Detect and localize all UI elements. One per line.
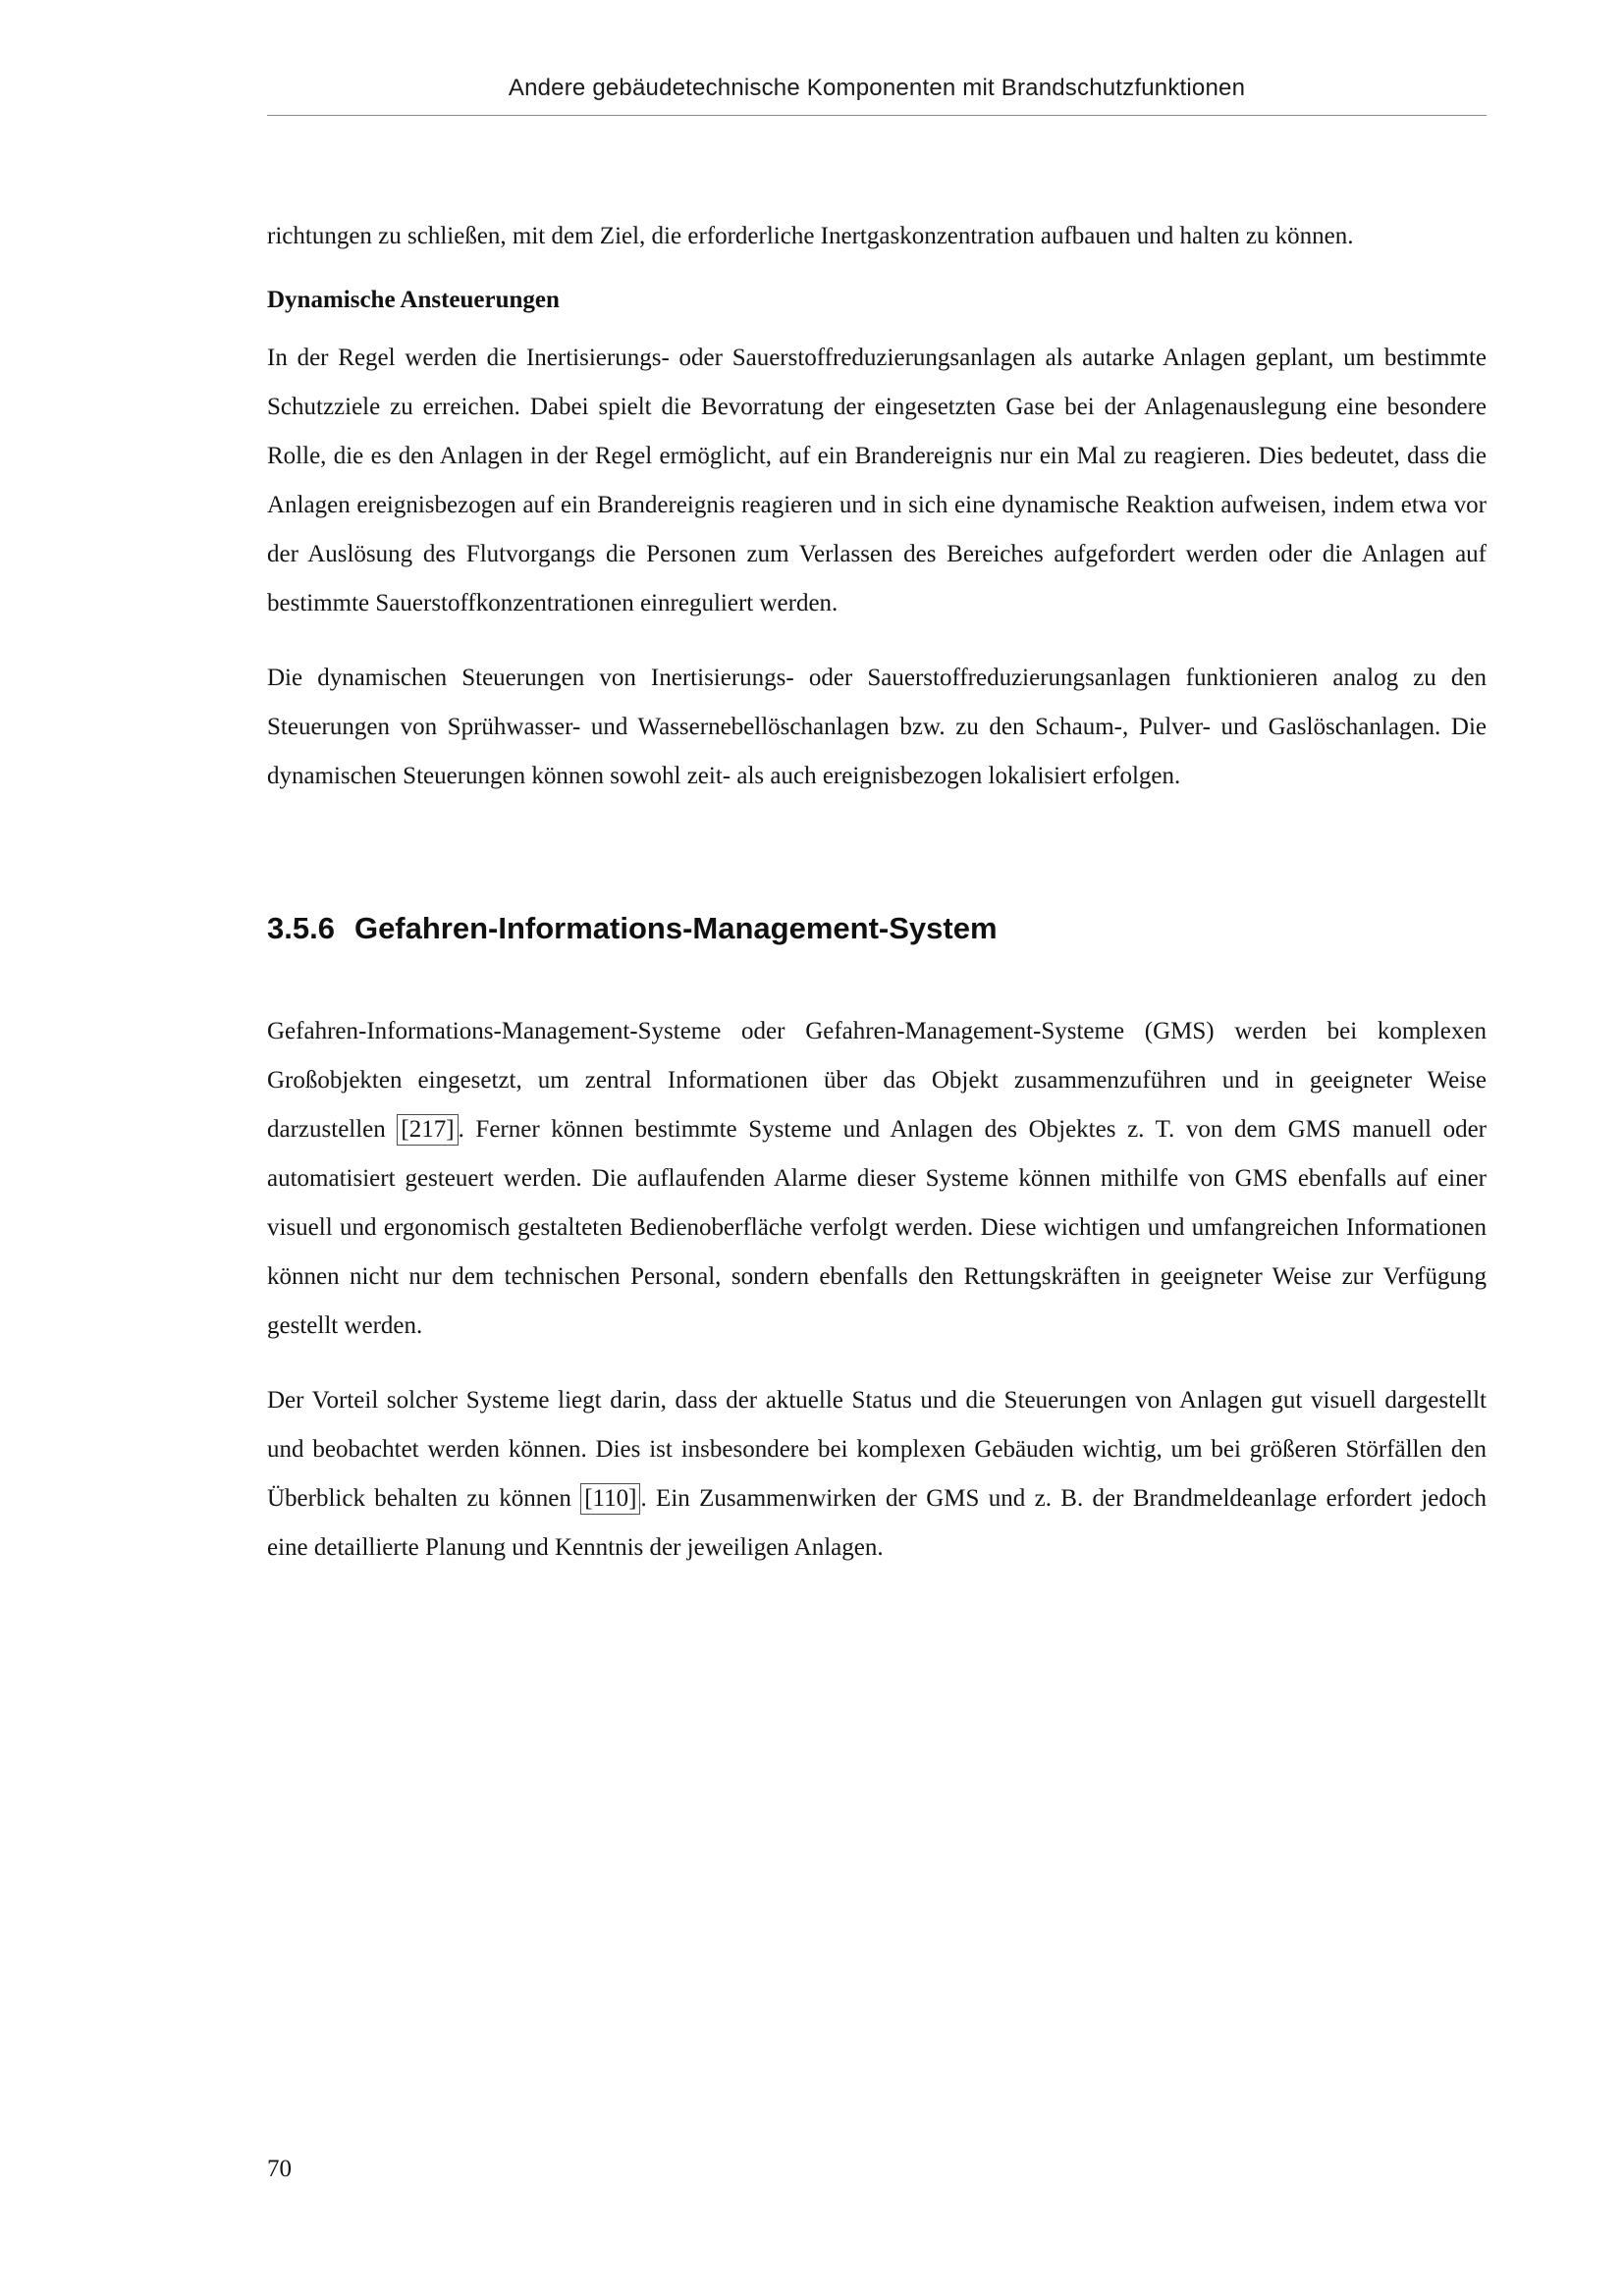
citation-link-217[interactable]: [217] [397,1114,458,1146]
page-header [267,0,1487,116]
section-title: Gefahren-Informations-Management-System [353,911,998,945]
page-number: 70 [267,2156,292,2182]
paragraph-gms-2-text-after: . Ein Zusammenwirken der GMS und z. B. der Brandmeldeanlage erfordert jedoch eine detaillierte Planung und Kenntnis der jeweiligen Anlagen. [267,1485,1487,1561]
paragraph-gms-1-text-before: Gefahren-Informations-Management-Systeme oder Gefahren-Management-Systeme (GMS) werden bei komplexen Großobjekten eingesetzt, um zentral Informationen über das Objekt zusammenzuführen und in geeigneter Weise darzustellen [267,1018,1487,1143]
paragraph-dynamische-2: Die dynamischen Steuerungen von Inertisierungs- oder Sauerstoffreduzierungsanlagen funktionieren analog zu den Steuerungen von Sprühwasser- und Wassernebellöschanlagen bzw. zu den Schaum-, Pulver- und Gaslöschanlagen. Die dynamischen Steuerungen können sowohl zeit- als auch ereignisbezogen lokalisiert erfolgen. [267,665,1487,789]
section-heading-3-5-6 [267,911,1487,946]
paragraph-intro-continuation: richtungen zu schließen, mit dem Ziel, die erforderliche Inertgaskonzentration aufbauen und halten zu können. [267,223,1354,249]
section-number: 3.5.6 [267,911,335,945]
header-rule [267,115,1487,116]
citation-link-110[interactable]: [110] [580,1483,640,1515]
paragraph-gms-1 [267,1007,1487,1351]
paragraph-gms-1-text-after: . Ferner können bestimmte Systeme und Anlagen des Objektes z. T. von dem GMS manuell oder automatisiert gesteuert werden. Die auflaufenden Alarme dieser Systeme können mithilfe von GMS ebenfalls auf einer visuell und ergonomisch gestalteten Bedienoberfläche verfolgt werden. Diese wichtigen und umfangreichen Informationen können nicht nur dem technischen Personal, sondern ebenfalls den Rettungskräften in geeigneter Weise zur Verfügung gestellt werden. [267,1116,1487,1339]
text-block [267,0,1487,1598]
paragraph-dynamische-1: In der Regel werden die Inertisierungs- oder Sauerstoffreduzierungsanlagen als autarke Anlagen geplant, um bestimmte Schutzziele zu erreichen. Dabei spielt die Bevorratung der eingesetzten Gase bei der Anlagenauslegung eine besondere Rolle, die es den Anlagen in der Regel ermöglicht, auf ein Brandereignis nur ein Mal zu reagieren. Dies bedeutet, dass die Anlagen ereignisbezogen auf ein Brandereignis reagieren und in sich eine dynamische Reaktion aufweisen, indem etwa vor der Auslösung des Flutvorgangs die Personen zum Verlassen des Bereiches aufgefordert werden oder die Anlagen auf bestimmte Sauerstoffkonzentrationen einreguliert werden. [267,345,1487,616]
page-body [267,212,1487,1573]
subheading-dynamische-ansteuerungen: Dynamische Ansteuerungen [267,287,560,313]
running-header: Andere gebäudetechnische Komponenten mit Brandschutzfunktionen [508,75,1246,101]
paragraph-gms-2-text-before: Der Vorteil solcher Systeme liegt darin, dass der aktuelle Status und die Steuerungen von Anlagen gut visuell dargestellt und beobachtet werden können. Dies ist insbesondere bei komplexen Gebäuden wichtig, um bei größeren Störfällen den Überblick behalten zu können [267,1387,1487,1512]
paragraph-gms-2 [267,1376,1487,1573]
